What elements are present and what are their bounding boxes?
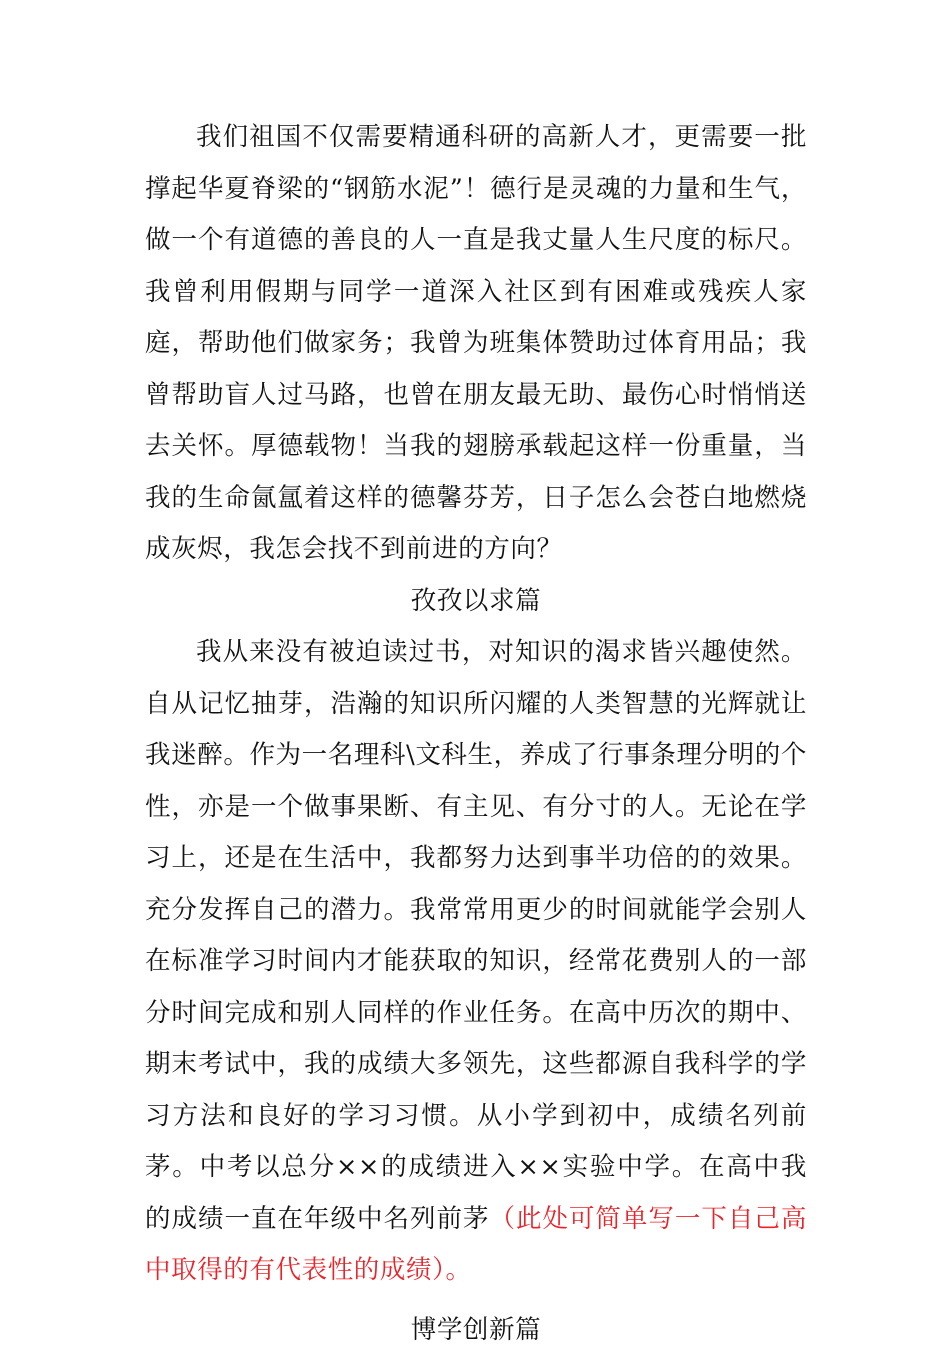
section-heading-diligence: 孜孜以求篇 (145, 576, 807, 628)
paragraph-diligence (145, 627, 807, 1297)
document-body (145, 112, 807, 1356)
section-heading-innovation: 博学创新篇 (145, 1305, 807, 1356)
paragraph-virtue-text: 我们祖国不仅需要精通科研的高新人才，更需要一批撑起华夏脊梁的“钢筋水泥”！德行是灵魂的力量和生气，做一个有道德的善良的人一直是我丈量人生尺度的标尺。我曾利用假期与同学一道深入社区到有困难或残疾人家庭，帮助他们做家务；我曾为班集体赞助过体育用品；我曾帮助盲人过马路，也曾在朋友最无助、最伤心时悄悄送去关怀。厚德载物！当我的翅膀承载起这样一份重量，当我的生命氤氲着这样的德馨芬芳，日子怎么会苍白地燃烧成灰烬，我怎会找不到前进的方向？ (145, 122, 807, 564)
paragraph-diligence-text: 我从来没有被迫读过书，对知识的渴求皆兴趣使然。自从记忆抽芽，浩瀚的知识所闪耀的人类智慧的光辉就让我迷醉。作为一名理科\文科生，养成了行事条理分明的个性，亦是一个做事果断、有主见、有分寸的人。无论在学习上，还是在生活中，我都努力达到事半功倍的的效果。充分发挥自己的潜力。我常常用更少的时间就能学会别人在标准学习时间内才能获取的知识，经常花费别人的一部分时间完成和别人同样的作业任务。在高中历次的期中、期末考试中，我的成绩大多领先，这些都源自我科学的学习方法和良好的学习习惯。从小学到初中，成绩名列前茅。中考以总分××的成绩进入××实验中学。在高中我的成绩一直在年级中名列前茅 (145, 637, 807, 1234)
paragraph-virtue (145, 112, 807, 576)
template-note: （此处可简单写一下自己高中取得的有代表性的成绩）。 (145, 1204, 807, 1286)
